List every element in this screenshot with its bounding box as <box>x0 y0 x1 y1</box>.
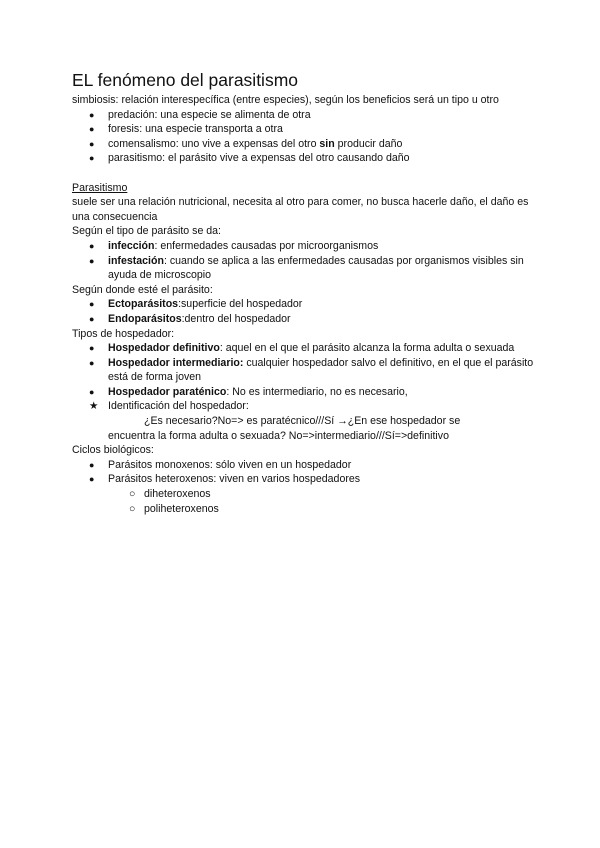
hospedador-heading: Tipos de hospedador: <box>72 327 175 340</box>
list-item: ★ Identificación del hospedador: <box>89 400 249 413</box>
page-title: EL fenómeno del parasitismo <box>72 70 299 90</box>
list-subitem: ○ poliheteroxenos <box>129 502 219 515</box>
document-content <box>72 70 542 516</box>
list-item: ● foresis: una especie transporta a otra <box>89 123 283 136</box>
bullet-icon: ● <box>89 153 95 164</box>
donde-heading: Según donde esté el parásito: <box>72 283 213 296</box>
star-icon: ★ <box>89 400 99 413</box>
list-item: ● predación: una especie se alimenta de otra <box>89 108 311 121</box>
bullet-icon: ● <box>89 343 95 354</box>
simbiosis-list <box>72 108 542 166</box>
donde-list <box>72 297 542 326</box>
list-item: ● Parásitos monoxenos: sólo viven en un hospedador <box>89 458 352 471</box>
hospedador-list <box>72 341 542 414</box>
ciclos-heading: Ciclos biológicos: <box>72 444 154 457</box>
spacer <box>72 166 542 181</box>
list-item: ● Hospedador paraténico: No es intermediario, no es necesario, <box>89 385 408 398</box>
intro-text: simbiosis: relación interespecífica (entre especies), según los beneficios será un tipo u otro <box>72 94 499 106</box>
bullet-icon: ● <box>89 109 95 120</box>
list-item: ● Parásitos heteroxenos: viven en varios hospedadores <box>89 473 361 486</box>
bullet-icon: ● <box>89 357 95 368</box>
bullet-icon: ● <box>89 474 95 485</box>
list-item: ● infección: enfermedades causadas por microorganismos <box>89 239 379 252</box>
list-item: ● Endoparásitos:dentro del hospedador <box>89 312 291 325</box>
identification-question-cont: encuentra la forma adulta o sexuada? No=>intermediario///Sí=>definitivo <box>108 429 449 442</box>
section-description: suele ser una relación nutricional, necesita al otro para comer, no busca hacerle daño, el daño es una consecuencia <box>72 196 529 223</box>
tipo-heading: Según el tipo de parásito se da: <box>72 225 222 238</box>
section-heading: Parasitismo <box>72 181 128 194</box>
list-item: ● Hospedador definitivo: aquel en el que el parásito alcanza la forma adulta o sexuada <box>89 342 515 355</box>
ciclos-list <box>72 458 542 516</box>
bullet-icon: ● <box>89 459 95 470</box>
bullet-icon: ● <box>89 240 95 251</box>
bullet-icon: ● <box>89 255 95 266</box>
list-subitem: ○ diheteroxenos <box>129 488 211 501</box>
list-item: ● comensalismo: uno vive a expensas del otro sin producir daño <box>89 137 403 150</box>
list-item: ● Ectoparásitos:superficie del hospedador <box>89 298 303 311</box>
identification-question: ¿Es necesario?No=> es paratécnico///Sí →¿En ese hospedador se <box>144 415 461 428</box>
list-item: ● Hospedador intermediario: cualquier hospedador salvo el definitivo, en el que el parásito está de forma joven <box>89 356 534 384</box>
list-item: ● infestación: cuando se aplica a las enfermedades causadas por organismos visibles sin ayuda de microscopio <box>89 254 524 282</box>
bullet-icon: ● <box>89 124 95 135</box>
list-item: ● parasitismo: el parásito vive a expensas del otro causando daño <box>89 152 410 165</box>
bullet-icon: ● <box>89 299 95 310</box>
bullet-icon: ● <box>89 138 95 149</box>
tipo-list <box>72 239 542 283</box>
bullet-icon: ● <box>89 313 95 324</box>
circle-icon: ○ <box>129 488 136 501</box>
bullet-icon: ● <box>89 386 95 397</box>
circle-icon: ○ <box>129 502 136 515</box>
